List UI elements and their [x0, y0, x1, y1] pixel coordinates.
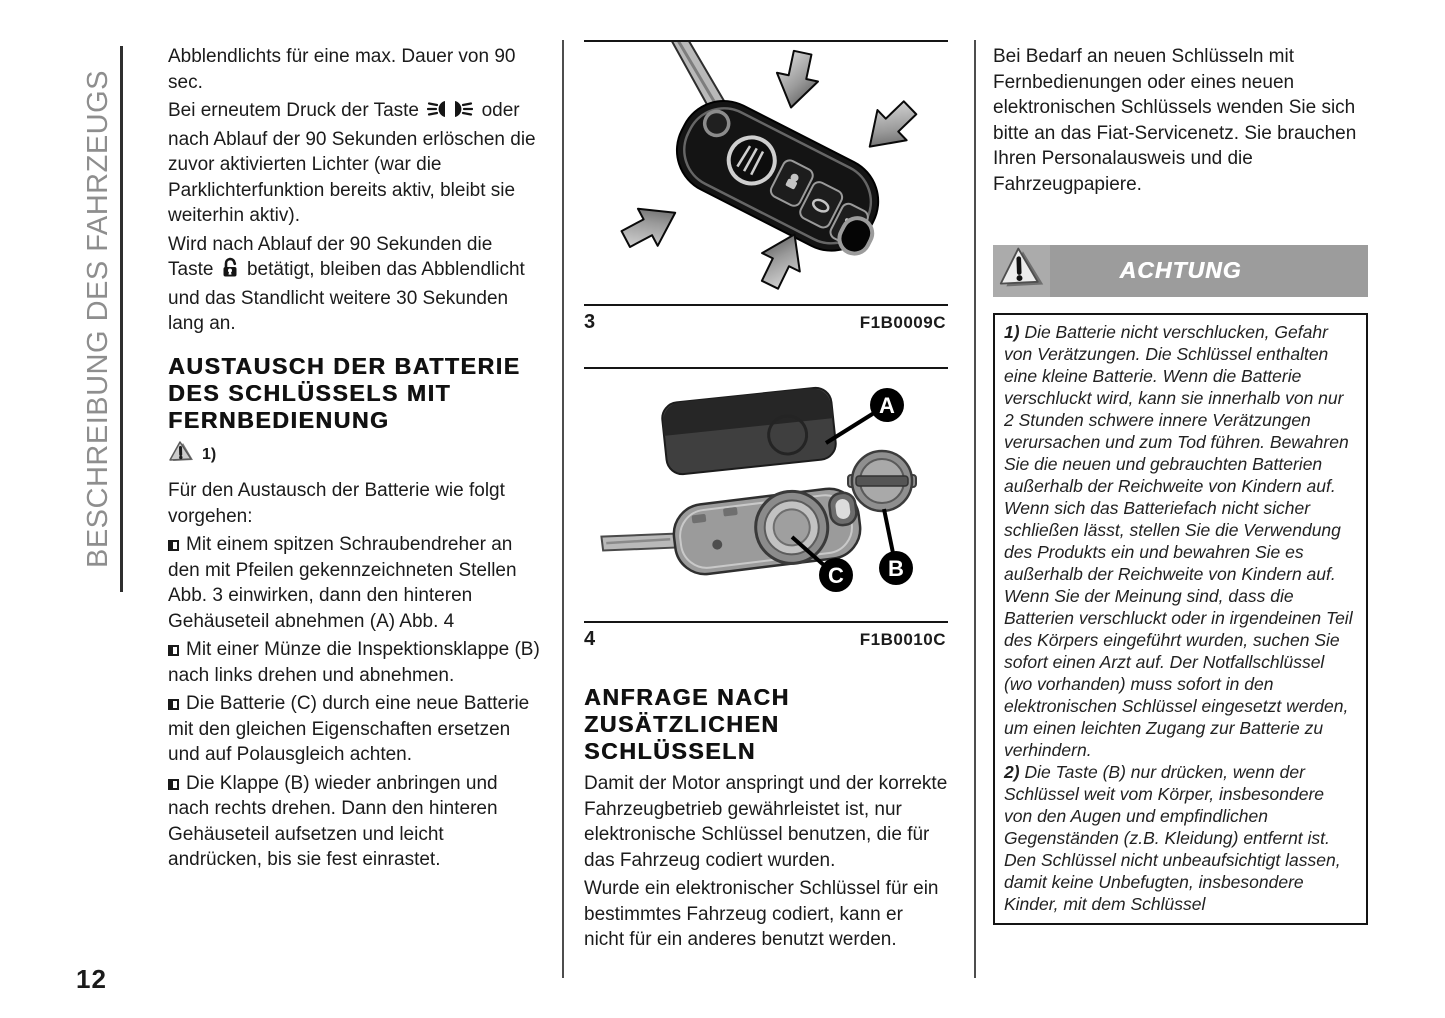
paragraph: Damit der Motor anspringt und der korrekte Fahrzeugbetrieb gewährleistet ist, nur elektronische Schlüssel benutzen, die für das Fahrzeug codiert wurden.	[584, 773, 948, 871]
note-reference-row	[168, 440, 542, 471]
figure-caption	[584, 306, 948, 342]
square-bullet-icon	[168, 699, 179, 710]
paragraph: Wurde ein elektronischer Schlüssel für ein bestimmtes Fahrzeug codiert, kann er nicht für ein anderes benutzt werden.	[584, 878, 939, 950]
section-heading: ANFRAGE NACH ZUSÄTZLICHEN SCHLÜSSELN	[584, 684, 790, 764]
figure-code: F1B0010C	[859, 629, 946, 649]
key-fob-arrows-illustration	[584, 42, 948, 306]
text-column-3	[993, 44, 1395, 925]
figure-3	[584, 40, 948, 341]
attention-banner	[993, 245, 1368, 297]
column-divider	[974, 40, 976, 978]
warning-box	[993, 313, 1368, 925]
paragraph: Bei Bedarf an neuen Schlüsseln mit Fernbedienungen oder eines neuen elektronischen Schlüssels wenden Sie sich bitte an das Fiat-Servicenetz. Sie brauchen Ihren Personalausweis und die Fahrzeugpapiere.	[993, 46, 1357, 195]
callout-b: B	[888, 556, 904, 581]
callout-c: C	[828, 563, 844, 588]
text-column-1	[168, 44, 542, 876]
paragraph: Abblendlichts für eine max. Dauer von 90 sec.	[168, 46, 516, 93]
warning-item: 2) Die Taste (B) nur drücken, wenn der Schlüssel weit vom Körper, insbesondere von den Augen und empfindlichen Gegenständen (z.B. Kleidung) entfernt ist. Den Schlüssel nicht unbeaufsichtigt lassen, damit keine Unbefugten, insbesondere Kinder, mit dem Schlüssel	[1004, 762, 1341, 914]
figure-caption	[584, 623, 948, 659]
paragraph: Für den Austausch der Batterie wie folgt vorgehen:	[168, 480, 505, 527]
warning-triangle-icon	[168, 440, 194, 471]
figure-number: 4	[584, 627, 596, 650]
note-ref: 1)	[202, 446, 217, 463]
sidebar-rule	[120, 46, 123, 592]
square-bullet-icon	[168, 645, 179, 656]
bullet-item: Die Batterie (C) durch eine neue Batterie mit den gleichen Eigenschaften ersetzen und auf Polausgleich achten.	[168, 693, 530, 765]
chapter-title-vertical: BESCHREIBUNG DES FAHRZEUGS	[82, 69, 114, 569]
section-heading: AUSTAUSCH DER BATTERIE DES SCHLÜSSELS MIT FERNBEDIENUNG	[168, 352, 521, 433]
paragraph: Wird nach Ablauf der 90 Sekunden die Taste betätigt, bleiben das Abblendlicht und das Standlicht weitere 30 Sekunden lang an.	[168, 233, 525, 334]
paragraph: Bei erneutem Druck der Taste oder nach Ablauf der 90 Sekunden erlöschen die zuvor aktivierten Lichter (war die Parklichterfunktion bereits aktiv, bleibt sie weiterhin aktiv).	[168, 100, 536, 226]
unlock-icon	[222, 257, 239, 286]
warning-item: 1) Die Batterie nicht verschlucken, Gefahr von Verätzungen. Die Schlüssel enthalten eine kleine Batterie. Wenn die Batterie verschluckt wird, kann sie innerhalb von nur 2 Stunden schwere innere Verätzungen verursachen und zum Tod führen. Bewahren Sie die neuen und gebrauchten Batterien außerhalb der Reichweite von Kindern auf. Wenn sich das Batteriefach nicht sicher schließen lässt, stellen Sie die Verwendung des Produkts ein und bewahren Sie es außerhalb der Reichweite von Kindern auf. Wenn Sie der Meinung sind, dass die Batterien verschluckt oder in irgendeinen Teil des Körpers eingeführt wurden, suchen Sie sofort einen Arzt auf. Der Notfallschlüssel (wo vorhanden) muss sofort in den elektronischen Schlüssel eingesetzt werden, um einen leichten Zugang zur Batterie zu verhindern.	[1004, 322, 1353, 760]
callout-a: A	[879, 393, 895, 418]
column-divider	[562, 40, 564, 978]
figure-column	[584, 40, 948, 956]
bullet-item: Die Klappe (B) wieder anbringen und nach rechts drehen. Dann den hinteren Gehäuseteil aufsetzen und leicht andrücken, bis sie fest einrastet.	[168, 772, 498, 870]
bullet-item: Mit einer Münze die Inspektionsklappe (B) nach links drehen und abnehmen.	[168, 639, 540, 686]
page-number: 12	[76, 964, 107, 994]
square-bullet-icon	[168, 779, 179, 790]
figure-code: F1B0009C	[859, 312, 946, 332]
figure-number: 3	[584, 310, 596, 333]
bullet-item: Mit einem spitzen Schraubendreher an den mit Pfeilen gekennzeichneten Stellen Abb. 3 einwirken, dann den hinteren Gehäuseteil abnehmen (A) Abb. 4	[168, 534, 517, 632]
key-battery-illustration	[584, 369, 948, 623]
exterior-lights-icon	[427, 99, 473, 127]
attention-title: ACHTUNG	[1119, 257, 1242, 284]
figure-4	[584, 367, 948, 658]
square-bullet-icon	[168, 540, 179, 551]
